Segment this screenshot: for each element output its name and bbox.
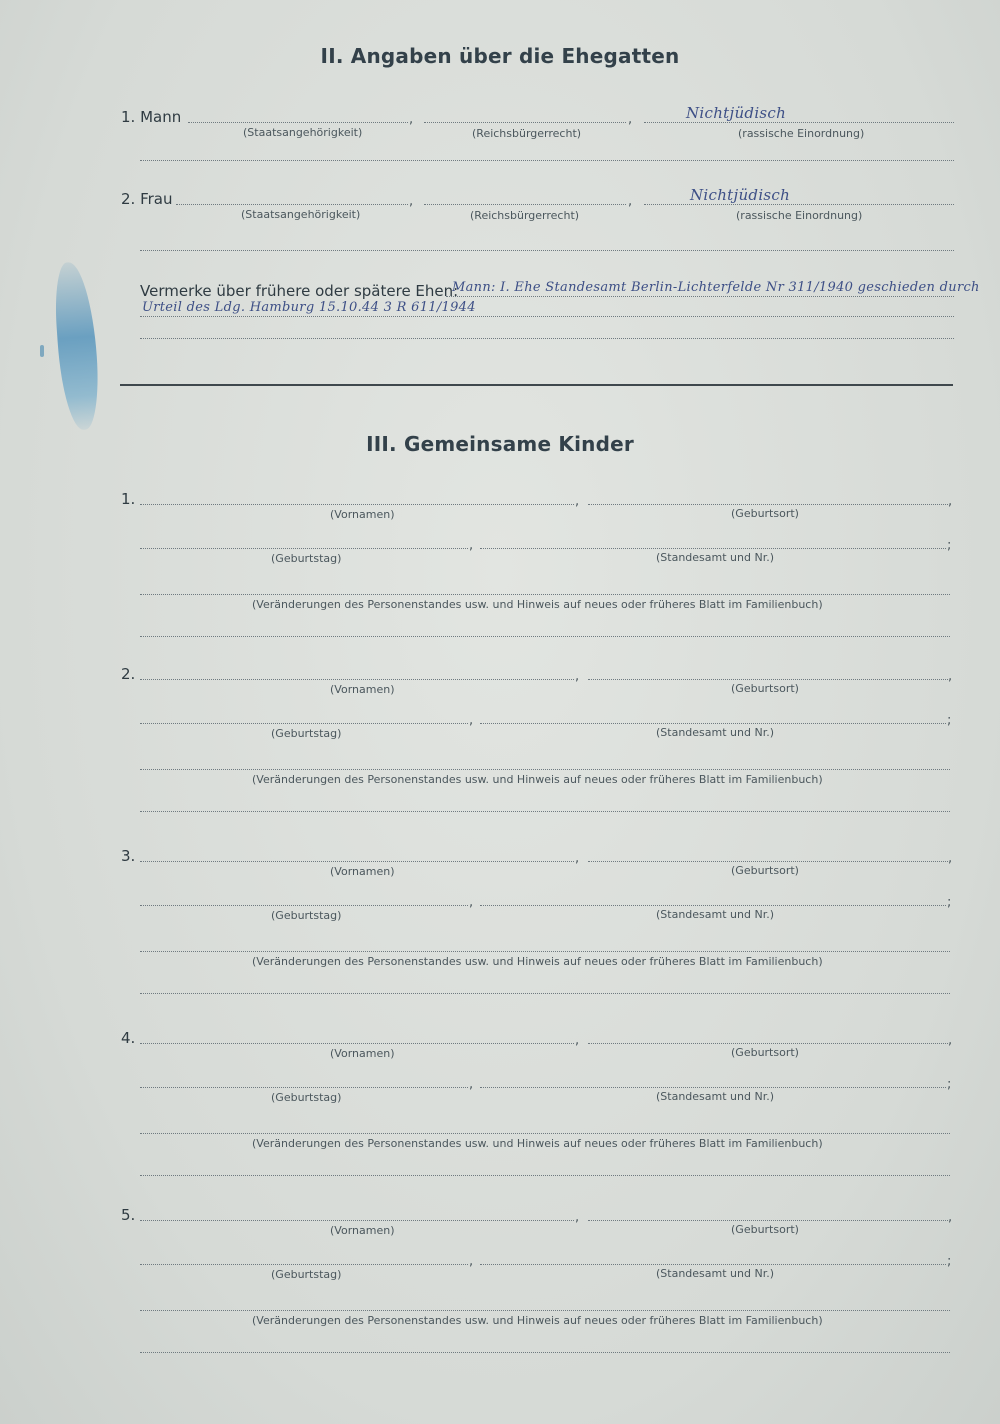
child-geburtsort-line <box>588 861 948 862</box>
ink-stain <box>52 261 102 431</box>
child-geburtstag-caption: (Geburtstag) <box>271 552 342 565</box>
section-divider <box>120 384 953 386</box>
child-veraenderungen-caption: (Veränderungen des Personenstandes usw. und Hinweis auf neues oder früheres Blatt im Familienbuch) <box>252 773 823 786</box>
wife-citizenship-line <box>424 204 626 205</box>
child-vornamen-line <box>140 679 574 680</box>
husband-extra-line <box>140 160 954 161</box>
child-geburtstag-caption: (Geburtstag) <box>271 1091 342 1104</box>
child-extra-line <box>140 993 950 994</box>
child-geburtstag-line <box>140 723 468 724</box>
child-vornamen-line <box>140 1220 574 1221</box>
child-geburtsort-line <box>588 504 948 505</box>
child-geburtstag-line <box>140 1264 468 1265</box>
husband-nationality-line <box>188 122 408 123</box>
child-geburtstag-caption: (Geburtstag) <box>271 1268 342 1281</box>
marriages-note-line-2: Urteil des Ldg. Hamburg 15.10.44 3 R 611/1944 <box>142 300 476 315</box>
child-number: 3. <box>121 847 136 865</box>
child-vornamen-line <box>140 861 574 862</box>
child-geburtsort-caption: (Geburtsort) <box>731 1046 799 1059</box>
child-standesamt-caption: (Standesamt und Nr.) <box>656 726 774 739</box>
marriages-line-2 <box>140 316 954 317</box>
child-standesamt-line <box>480 905 946 906</box>
child-standesamt-caption: (Standesamt und Nr.) <box>656 551 774 564</box>
section-title-ehegatten: II. Angaben über die Ehegatten <box>320 44 680 68</box>
wife-citizenship-caption: (Reichsbürgerrecht) <box>470 209 580 222</box>
child-number: 1. <box>121 490 136 508</box>
child-number: 4. <box>121 1029 136 1047</box>
wife-race-value: Nichtjüdisch <box>690 186 791 204</box>
child-geburtsort-line <box>588 679 948 680</box>
child-veraenderungen-caption: (Veränderungen des Personenstandes usw. und Hinweis auf neues oder früheres Blatt im Familienbuch) <box>252 955 823 968</box>
child-veraenderungen-line <box>140 769 950 770</box>
child-standesamt-line <box>480 548 946 549</box>
husband-label: 1. Mann <box>121 108 182 126</box>
child-extra-line <box>140 636 950 637</box>
husband-citizenship-line <box>424 122 626 123</box>
ink-mark <box>40 345 44 357</box>
child-geburtsort-line <box>588 1220 948 1221</box>
husband-citizenship-caption: (Reichsbürgerrecht) <box>472 127 582 140</box>
child-vornamen-line <box>140 504 574 505</box>
wife-race-caption: (rassische Einordnung) <box>736 209 863 222</box>
child-standesamt-line <box>480 723 946 724</box>
section-title-kinder: III. Gemeinsame Kinder <box>366 432 634 456</box>
child-standesamt-line <box>480 1087 946 1088</box>
child-geburtsort-caption: (Geburtsort) <box>731 682 799 695</box>
marriages-line-3 <box>140 338 954 339</box>
husband-race-caption: (rassische Einordnung) <box>738 127 865 140</box>
child-veraenderungen-line <box>140 1310 950 1311</box>
child-standesamt-caption: (Standesamt und Nr.) <box>656 1090 774 1103</box>
child-geburtsort-caption: (Geburtsort) <box>731 864 799 877</box>
child-vornamen-line <box>140 1043 574 1044</box>
child-veraenderungen-caption: (Veränderungen des Personenstandes usw. und Hinweis auf neues oder früheres Blatt im Familienbuch) <box>252 1314 823 1327</box>
marriages-label: Vermerke über frühere oder spätere Ehen: <box>140 282 459 300</box>
child-standesamt-line <box>480 1264 946 1265</box>
child-geburtstag-line <box>140 1087 468 1088</box>
child-vornamen-caption: (Vornamen) <box>330 865 395 878</box>
husband-race-line <box>644 122 954 123</box>
wife-label: 2. Frau <box>121 190 173 208</box>
child-veraenderungen-caption: (Veränderungen des Personenstandes usw. und Hinweis auf neues oder früheres Blatt im Familienbuch) <box>252 1137 823 1150</box>
child-geburtsort-caption: (Geburtsort) <box>731 507 799 520</box>
child-standesamt-caption: (Standesamt und Nr.) <box>656 908 774 921</box>
child-number: 5. <box>121 1206 136 1224</box>
child-geburtstag-line <box>140 905 468 906</box>
wife-nationality-caption: (Staatsangehörigkeit) <box>241 208 361 221</box>
wife-nationality-line <box>176 204 408 205</box>
child-extra-line <box>140 1352 950 1353</box>
child-vornamen-caption: (Vornamen) <box>330 1224 395 1237</box>
child-vornamen-caption: (Vornamen) <box>330 508 395 521</box>
marriages-line-1 <box>446 296 954 297</box>
document-page: II. Angaben über die Ehegatten 1. Mann , , Nichtjüdisch (Staatsangehörigkeit) (Reichsbürgerrecht) (rassische Einordnung) 2. Frau , , Nichtjüdisch (Staatsangehörigkeit) (Reichsbürgerrecht) (rassische Einordnung) Vermerke über frühere oder spätere Ehen: Mann: I. Ehe Standesamt Berlin-Lichterfelde Nr 311/1940 geschieden durch Urteil des Ldg. Hamburg 15.10.44 3 R 611/1944 III. Gemeinsame Kinder 1. , , (Vornamen) (Geburtsort) , ; (Geburtstag) (Standesamt und Nr.) (Veränderungen des Personenstandes usw. und Hinweis auf neues oder früheres Blatt im Familienbuch) 2. , , (Vornamen) (Geburtsort) , ; (Geburtstag) (Standesamt und Nr.) (Veränderungen des Personenstandes usw. und Hinweis auf neues oder früheres Blatt im Familienbuch) 3. , , (Vornamen) (Geburtsort) , ; (Geburtstag) (Standesamt und Nr.) (Veränderungen des Personenstandes usw. und Hinweis auf neues oder früheres Blatt im Familienbuch) 4. , , (Vornamen) (Geburtsort) , ; (Geburtstag) (Standesamt und Nr.) (Veränderungen des Personenstandes usw. und Hinweis auf neues oder früheres Blatt im Familienbuch) 5. , , (Vornamen) (Geburtsort) , ; (Geburtstag) (Standesamt und Nr.) (Veränderungen des Personenstandes usw. und Hinweis auf neues oder früheres Blatt im Familienbuch) <box>0 0 1000 1424</box>
child-geburtstag-line <box>140 548 468 549</box>
child-extra-line <box>140 1175 950 1176</box>
child-geburtstag-caption: (Geburtstag) <box>271 909 342 922</box>
wife-extra-line <box>140 250 954 251</box>
husband-nationality-caption: (Staatsangehörigkeit) <box>243 126 363 139</box>
child-vornamen-caption: (Vornamen) <box>330 683 395 696</box>
child-extra-line <box>140 811 950 812</box>
child-number: 2. <box>121 665 136 683</box>
marriages-note-line-1: Mann: I. Ehe Standesamt Berlin-Lichterfelde Nr 311/1940 geschieden durch <box>452 280 980 295</box>
husband-race-value: Nichtjüdisch <box>686 104 787 122</box>
child-geburtsort-caption: (Geburtsort) <box>731 1223 799 1236</box>
child-veraenderungen-line <box>140 1133 950 1134</box>
child-veraenderungen-caption: (Veränderungen des Personenstandes usw. und Hinweis auf neues oder früheres Blatt im Familienbuch) <box>252 598 823 611</box>
child-veraenderungen-line <box>140 594 950 595</box>
child-geburtsort-line <box>588 1043 948 1044</box>
child-geburtstag-caption: (Geburtstag) <box>271 727 342 740</box>
child-veraenderungen-line <box>140 951 950 952</box>
child-vornamen-caption: (Vornamen) <box>330 1047 395 1060</box>
child-standesamt-caption: (Standesamt und Nr.) <box>656 1267 774 1280</box>
wife-race-line <box>644 204 954 205</box>
